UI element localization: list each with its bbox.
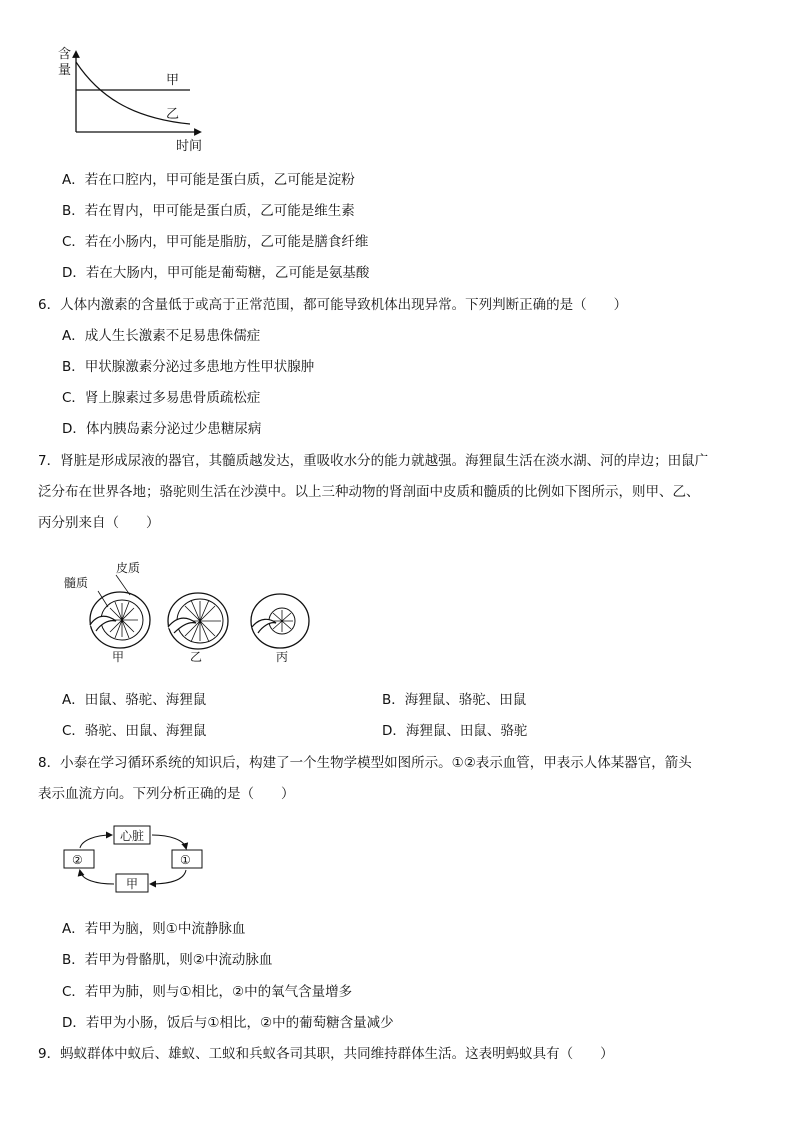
q7-option-b: B．海狸鼠、骆驼、田鼠 bbox=[382, 692, 527, 708]
q5-option-a: A．若在口腔内，甲可能是蛋白质，乙可能是淀粉 bbox=[62, 172, 355, 188]
q5-option-d: D．若在大肠内，甲可能是葡萄糖，乙可能是氨基酸 bbox=[62, 265, 370, 281]
heart-label: 心脏 bbox=[120, 829, 145, 843]
q6-option-b: B．甲状腺激素分泌过多患地方性甲状腺肿 bbox=[62, 359, 315, 375]
circulation-diagram bbox=[58, 822, 218, 898]
graph-y-label-2: 量 bbox=[58, 63, 72, 78]
q7-option-d: D．海狸鼠、田鼠、骆驼 bbox=[382, 723, 528, 739]
q5-option-b: B．若在胃内，甲可能是蛋白质，乙可能是维生素 bbox=[62, 203, 355, 219]
q8-option-d: D．若甲为小肠，饭后与①相比，②中的葡萄糖含量减少 bbox=[62, 1015, 394, 1031]
flow-arrow-1-to-organ bbox=[151, 870, 186, 884]
q7-stem-line-3: 丙分别来自（ ） bbox=[38, 515, 160, 531]
kidney-label-jia: 甲 bbox=[112, 650, 125, 664]
q9-stem: 9．蚂蚁群体中蚁后、雄蚁、工蚁和兵蚁各司其职，共同维持群体生活。这表明蚂蚁具有（ ） bbox=[38, 1046, 614, 1062]
organ-label: 甲 bbox=[126, 877, 139, 891]
vessel-2-label: ② bbox=[72, 853, 83, 867]
kidney-label-cortex: 皮质 bbox=[116, 561, 141, 575]
graph-curve-yi-label: 乙 bbox=[166, 107, 180, 122]
kidney-label-yi: 乙 bbox=[190, 650, 203, 664]
kidney-figure bbox=[60, 555, 320, 665]
graph-y-label-1: 含 bbox=[58, 47, 72, 62]
flow-arrow-organ-to-2 bbox=[80, 871, 114, 884]
q6-stem: 6．人体内激素的含量低于或高于正常范围，都可能导致机体出现异常。下列判断正确的是（ ） bbox=[38, 297, 628, 313]
q8-option-a: A．若甲为脑，则①中流静脉血 bbox=[62, 921, 246, 937]
flow-arrow-heart-to-1 bbox=[152, 835, 186, 848]
vessel-1-label: ① bbox=[180, 853, 191, 867]
kidney-label-medulla: 髓质 bbox=[64, 576, 89, 590]
kidney-bing bbox=[251, 594, 309, 648]
q8-stem-line-2: 表示血流方向。下列分析正确的是（ ） bbox=[38, 786, 295, 802]
q7-stem-line-1: 7．肾脏是形成尿液的器官，其髓质越发达，重吸收水分的能力就越强。海狸鼠生活在淡水湖、河的岸边；田鼠广 bbox=[38, 453, 709, 469]
q7-option-a: A．田鼠、骆驼、海狸鼠 bbox=[62, 692, 207, 708]
kidney-jia bbox=[90, 575, 150, 648]
q6-option-c: C．肾上腺素过多易患骨质疏松症 bbox=[62, 390, 261, 406]
flow-arrow-2-to-heart bbox=[80, 835, 111, 848]
kidney-yi bbox=[168, 593, 228, 649]
q8-option-c: C．若甲为肺，则与①相比，②中的氧气含量增多 bbox=[62, 984, 353, 1000]
q8-option-b: B．若甲为骨骼肌，则②中流动脉血 bbox=[62, 952, 273, 968]
q5-option-c: C．若在小肠内，甲可能是脂肪，乙可能是膳食纤维 bbox=[62, 234, 369, 250]
q7-option-c: C．骆驼、田鼠、海狸鼠 bbox=[62, 723, 207, 739]
q6-option-d: D．体内胰岛素分泌过少患糖尿病 bbox=[62, 421, 262, 437]
graph-curve-jia-label: 甲 bbox=[166, 73, 180, 88]
q8-stem-line-1: 8．小泰在学习循环系统的知识后，构建了一个生物学模型如图所示。①②表示血管，甲表示人体某器官，箭头 bbox=[38, 755, 692, 771]
kidney-label-bing: 丙 bbox=[276, 650, 289, 664]
q6-option-a: A．成人生长激素不足易患侏儒症 bbox=[62, 328, 261, 344]
content-time-graph bbox=[50, 40, 220, 155]
q7-stem-line-2: 泛分布在世界各地；骆驼则生活在沙漠中。以上三种动物的肾剖面中皮质和髓质的比例如下图所示，则甲、乙、 bbox=[38, 484, 700, 500]
graph-x-label: 时间 bbox=[176, 139, 203, 154]
